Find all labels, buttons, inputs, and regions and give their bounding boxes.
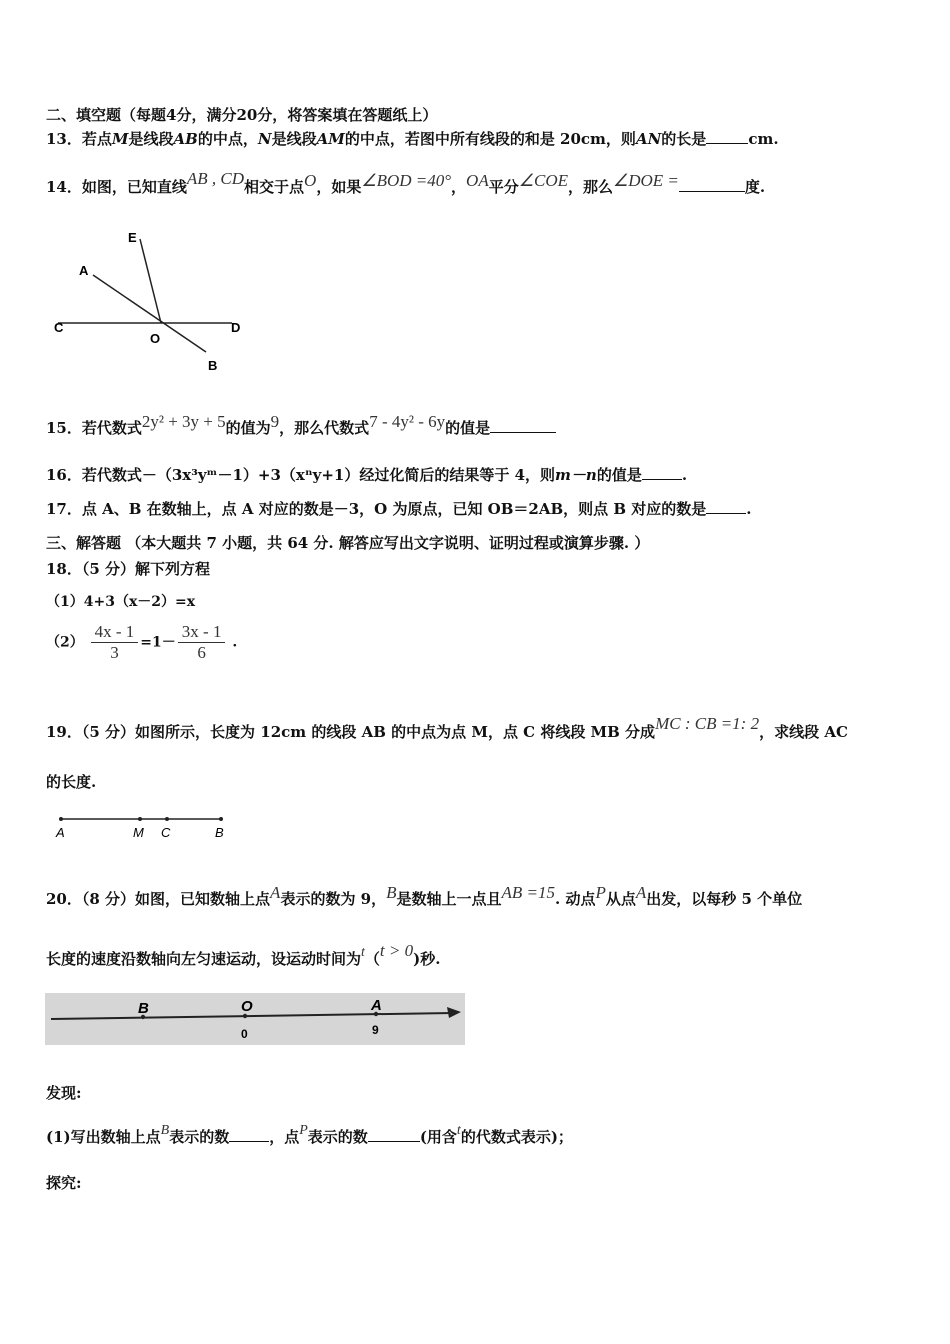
question-18-part1: （1）4+3（x－2）=x: [46, 594, 196, 610]
fraction-2-numerator: 3x - 1: [178, 622, 226, 643]
fraction-1-numerator: 4x - 1: [91, 622, 139, 643]
question-18-title: 18．（5 分）解下列方程: [46, 560, 211, 578]
answer-blank[interactable]: [706, 142, 748, 144]
q14-suffix: 度.: [744, 178, 766, 196]
q18-part2-label: （2）: [46, 634, 84, 651]
q20-1-B: B: [160, 1123, 170, 1138]
q13-suffix: cm.: [748, 130, 779, 148]
q15-value: 9: [270, 412, 280, 431]
fig20-tick-0: 0: [241, 1027, 248, 1041]
fig19-label-C: C: [161, 825, 171, 840]
q14-lines-math: AB , CD: [186, 169, 245, 188]
answer-blank[interactable]: [679, 190, 745, 192]
q13-text: 的长是: [661, 130, 707, 148]
question-14: [46, 169, 766, 197]
q19-ratio: MC : CB =1: 2: [655, 714, 760, 733]
q20-text: 出发，以每秒 5 个单位: [646, 890, 803, 908]
section2-title: 二、填空题（每题4分，满分20分，将答案填在答题纸上）: [46, 106, 438, 124]
question-20: [46, 883, 803, 909]
question-17: [46, 498, 752, 519]
q13-N: N: [257, 130, 272, 148]
q20-text: . 动点: [555, 890, 596, 908]
q20-A: A: [270, 883, 281, 902]
q20-1-text: 的代数式表示)；: [460, 1128, 573, 1146]
q14-text: 平分: [488, 178, 519, 196]
q13-text: 的中点，: [197, 130, 258, 148]
fraction-2-denominator: 6: [197, 643, 206, 662]
fig14-label-C: C: [54, 320, 64, 335]
q19-text: ，求线段 AC: [759, 723, 848, 741]
q14-point-O: O: [304, 171, 317, 190]
q15-expr2: 7 - 4y² - 6y: [369, 412, 446, 431]
q13-text: 是线段: [271, 130, 317, 148]
fig14-label-A: A: [79, 263, 89, 278]
figure-14-lines: [46, 222, 256, 382]
answer-blank[interactable]: [368, 1140, 420, 1142]
q15-text: 的值为: [225, 419, 271, 437]
fig19-label-M: M: [133, 825, 144, 840]
q14-OA: OA: [466, 171, 489, 190]
question-13: [46, 128, 779, 149]
q18-equals: =1－: [140, 634, 176, 651]
q20-1-text: ，点: [269, 1128, 300, 1146]
fig20-label-O: O: [241, 998, 253, 1015]
q17-suffix: .: [746, 500, 752, 518]
fig14-label-O: O: [150, 331, 161, 346]
q14-text: ，那么: [567, 178, 613, 196]
q13-AM: AM: [316, 130, 345, 148]
q20-1-t: t: [456, 1123, 461, 1138]
q14-angle-COE: ∠COE: [518, 171, 568, 190]
q13-text: 是线段: [128, 130, 174, 148]
answer-blank[interactable]: [229, 1140, 269, 1142]
q14-text: ，: [451, 178, 467, 196]
q14-text: 14．如图，已知直线: [46, 178, 187, 196]
fig14-label-E: E: [128, 230, 137, 245]
fig14-label-B: B: [208, 358, 218, 373]
answer-blank[interactable]: [490, 431, 556, 433]
question-20-line2: [46, 941, 441, 969]
q20-P: P: [595, 883, 606, 902]
q20-1-text: (用含: [419, 1128, 457, 1146]
fig19-label-A: A: [56, 825, 65, 840]
q20-A: A: [635, 883, 647, 902]
question-20-part1: [46, 1123, 573, 1147]
q16-m-n: m－n: [555, 466, 597, 484]
q15-text: ，那么代数式: [279, 419, 370, 437]
fig20-label-A: A: [371, 997, 382, 1014]
q20-1-text: 表示的数: [307, 1128, 368, 1146]
q20-AB: AB =15: [501, 883, 556, 902]
fig14-label-D: D: [231, 320, 241, 335]
answer-blank[interactable]: [642, 478, 682, 480]
q20-B: B: [386, 883, 397, 902]
q13-AB: AB: [173, 130, 198, 148]
explore-label: 探究:: [46, 1174, 82, 1192]
q14-angle-BOD: ∠BOD =40°: [361, 171, 452, 190]
fraction-1-denominator: 3: [110, 643, 119, 662]
q13-AN: AN: [635, 130, 662, 148]
q16-suffix: .: [681, 466, 688, 484]
q14-angle-DOE: ∠DOE =: [613, 171, 679, 190]
q14-text: ，如果: [316, 178, 362, 196]
q20-text: 是数轴上一点且: [396, 890, 502, 908]
q20-1-P: P: [299, 1123, 308, 1138]
question-19-line2: 的长度.: [46, 773, 97, 791]
discover-label: 发现:: [46, 1084, 82, 1102]
q20-t: t: [361, 945, 365, 960]
section3-title: 三、解答题 （本大题共 7 小题，共 64 分. 解答应写出文字说明、证明过程或演算步骤. ）: [46, 534, 650, 552]
q20-condition: t > 0: [379, 941, 414, 960]
q15-text: 的值是: [445, 419, 491, 437]
q17-text: 17．点 A、B 在数轴上，点 A 对应的数是－3，O 为原点，已知 OB＝2AB，则点 B 对应的数是: [46, 500, 707, 518]
fraction-2: [178, 622, 226, 663]
fig20-label-B: B: [138, 1000, 149, 1017]
question-15: [46, 412, 556, 438]
q14-text: 相交于点: [244, 178, 305, 196]
q20-text: 从点: [605, 890, 636, 908]
q13-text: 的中点，若图中所有线段的和是 20cm，则: [344, 130, 636, 148]
q20-1-text: (1)写出数轴上点: [46, 1128, 161, 1146]
figure-20-number-line: [45, 993, 465, 1045]
q19-text: 19．（5 分）如图所示，长度为 12cm 的线段 AB 的中点为点 M，点 C 将线段 MB 分成: [46, 723, 656, 741]
question-18-part2: [46, 622, 237, 663]
fraction-1: [91, 622, 139, 663]
q20-1-text: 表示的数: [169, 1128, 230, 1146]
q20-text: 表示的数为 9，: [280, 890, 387, 908]
q20-paren: （: [364, 950, 380, 968]
q13-M: M: [111, 130, 129, 148]
fig19-label-B: B: [215, 825, 224, 840]
fig20-tick-9: 9: [372, 1023, 379, 1037]
q16-text: 的值是: [596, 466, 642, 484]
question-16: [46, 464, 687, 485]
q20-text: 长度的速度沿数轴向左匀速运动，设运动时间为: [46, 950, 362, 968]
answer-blank[interactable]: [706, 512, 746, 514]
q20-text: )秒.: [413, 950, 441, 968]
q18-end: .: [232, 634, 238, 651]
q15-expr1: 2y² + 3y + 5: [141, 412, 226, 431]
q15-text: 15．若代数式: [46, 419, 142, 437]
q16-text: 16．若代数式－（3x³yᵐ－1）+3（xⁿy+1）经过化简后的结果等于 4，则: [46, 466, 556, 484]
q13-text: 13．若点: [46, 130, 112, 148]
q20-text: 20．（8 分）如图，已知数轴上点: [46, 890, 271, 908]
figure-19-segment: [50, 808, 240, 844]
question-19: [46, 714, 848, 742]
